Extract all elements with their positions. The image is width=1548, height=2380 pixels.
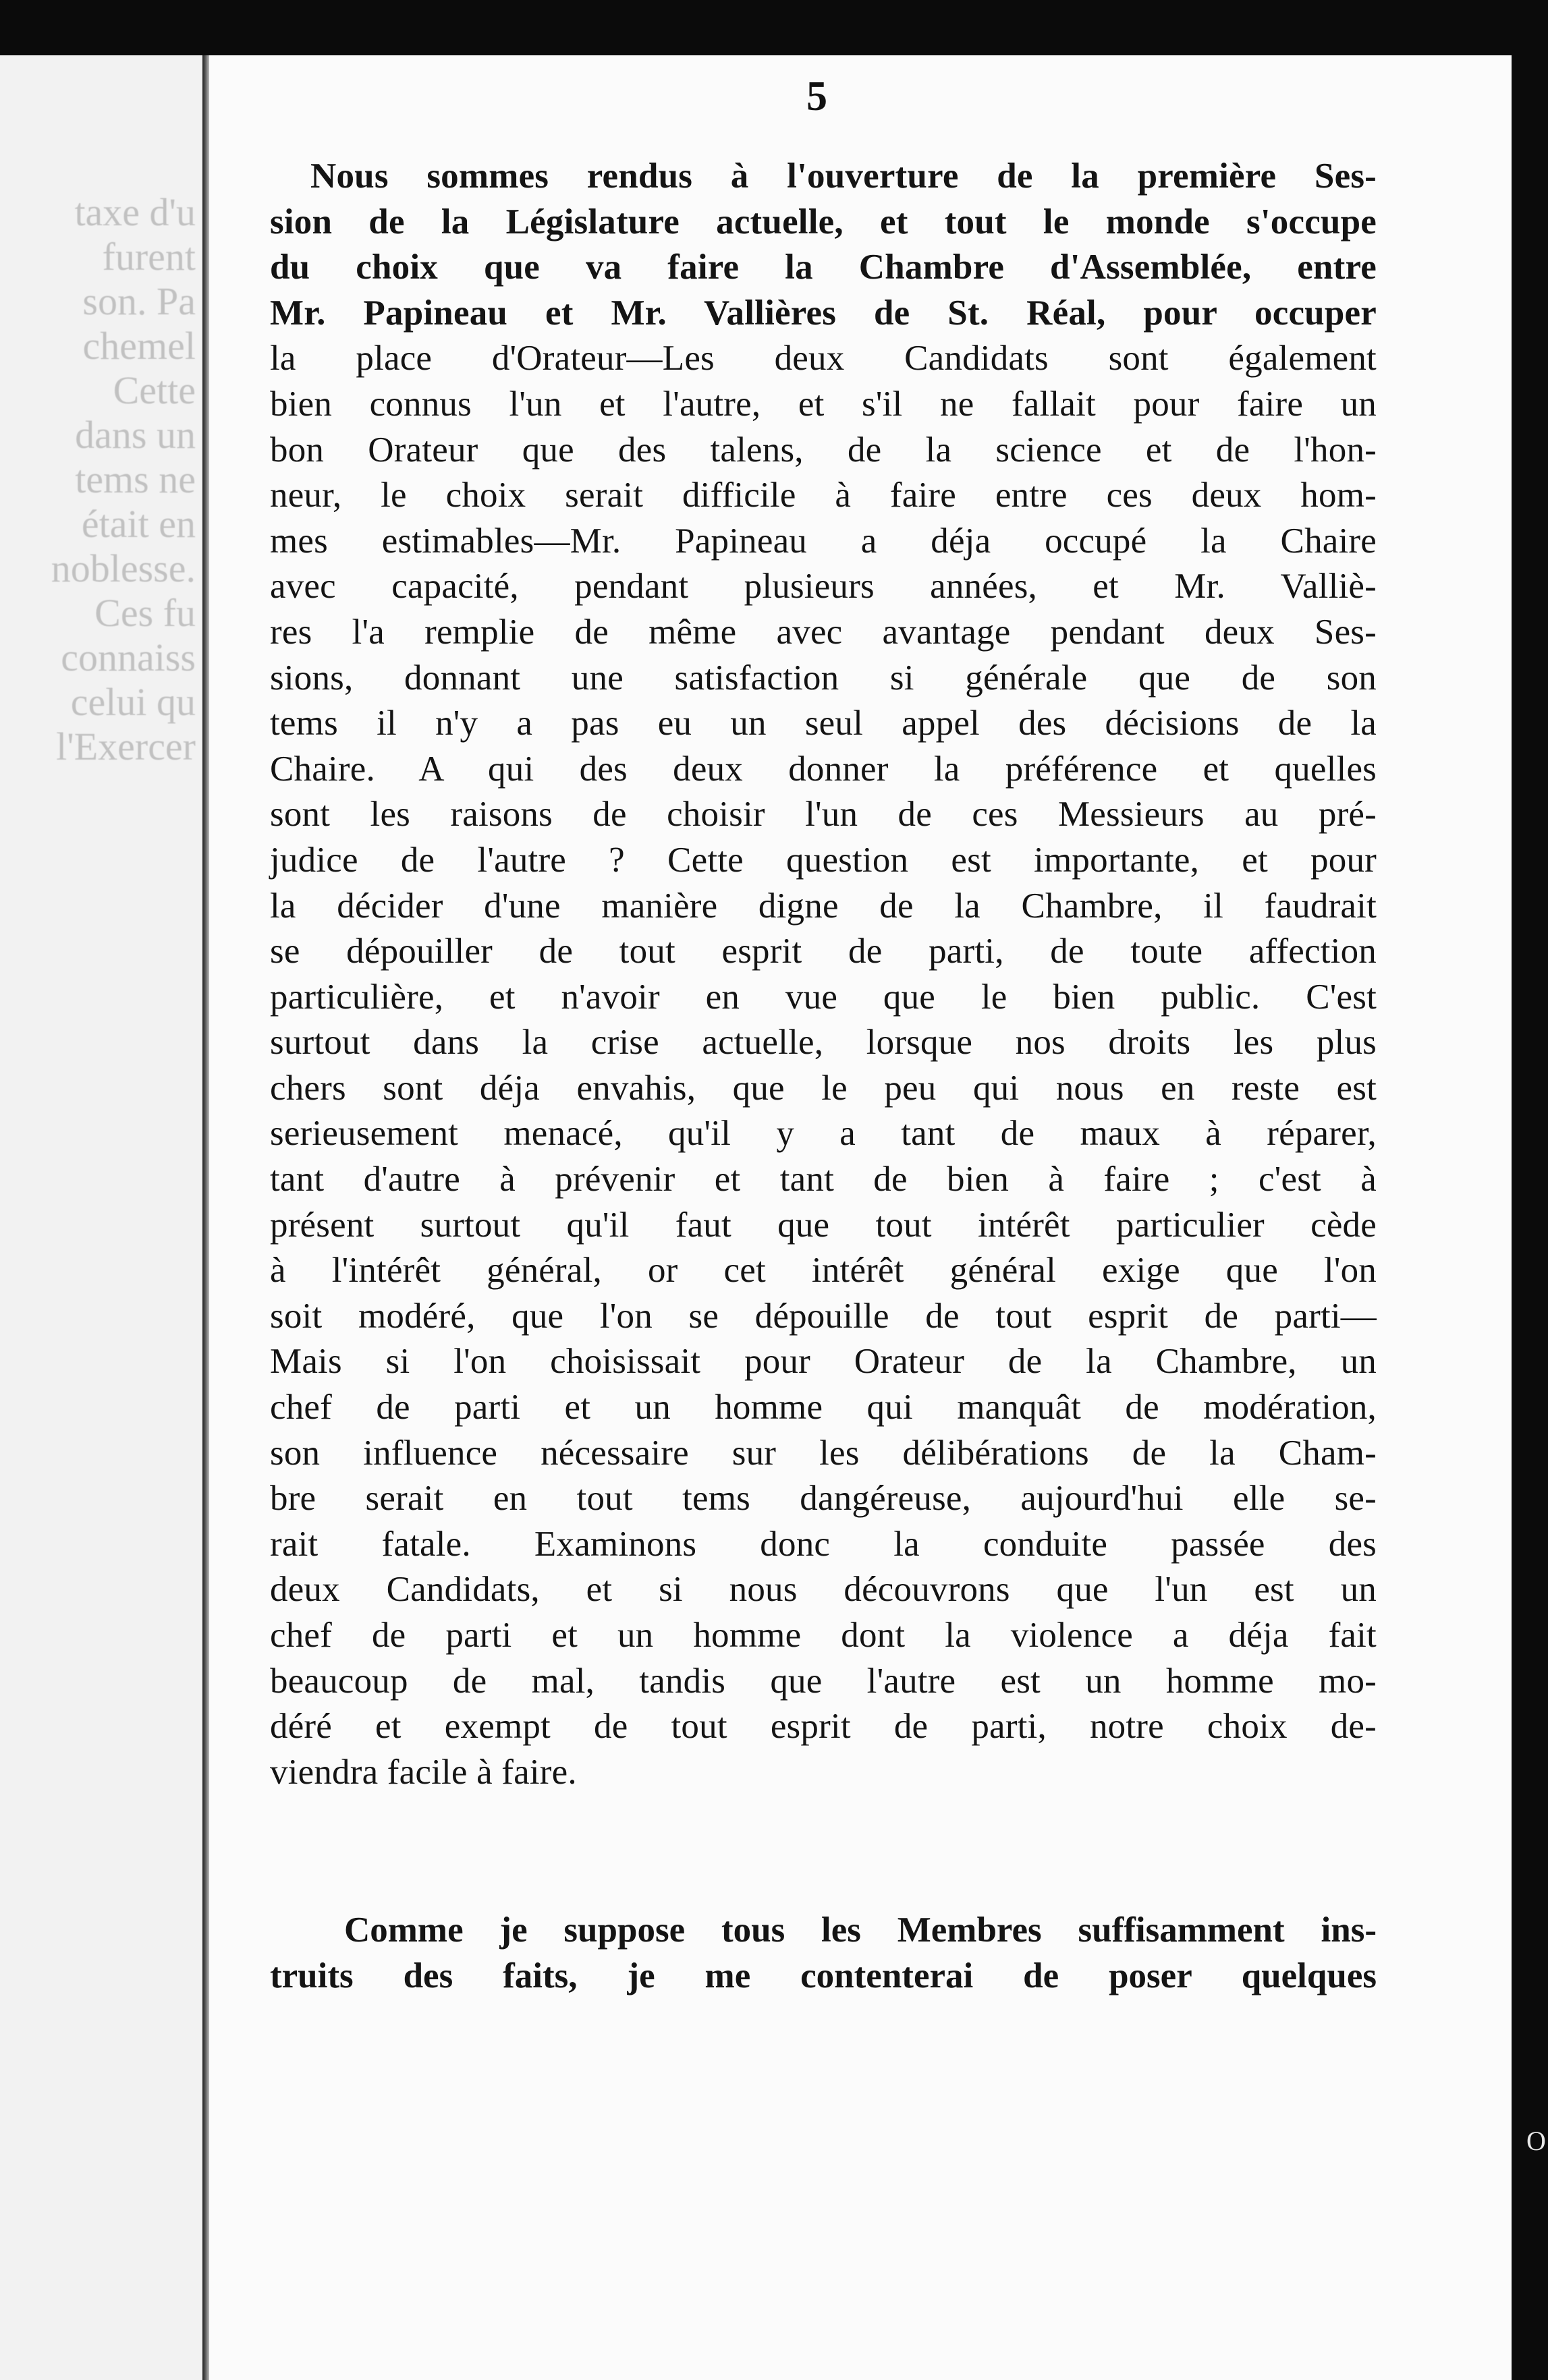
text-line: la décider d'une manière digne de la Chambre, il faudrait [270, 886, 1377, 926]
text-line: sion de la Législature actuelle, et tout le monde s'occupe [270, 202, 1377, 242]
text-line: mes estimables—Mr. Papineau a déja occupé la Chaire [270, 521, 1377, 561]
text-line: rait fatale. Examinons donc la conduite passée des [270, 1524, 1377, 1564]
text-line: du choix que va faire la Chambre d'Assemblée, entre [270, 248, 1377, 287]
facing-page-fragment: chemel [82, 324, 196, 368]
facing-page-fragment: était en [81, 502, 196, 546]
text-line: tems il n'y a pas eu un seul appel des décisions de la [270, 704, 1377, 743]
facing-page-fragment: Ces fu [94, 591, 196, 635]
text-line: truits des faits, je me contenterai de poser quelques [270, 1956, 1377, 1995]
text-line: la place d'Orateur—Les deux Candidats sont également [270, 339, 1377, 378]
text-line: bien connus l'un et l'autre, et s'il ne fallait pour faire un [270, 384, 1377, 424]
text-line: chers sont déja envahis, que le peu qui nous en reste est [270, 1068, 1377, 1108]
text-line: soit modéré, que l'on se dépouille de tout esprit de parti— [270, 1296, 1377, 1336]
text-line: neur, le choix serait difficile à faire entre ces deux hom- [270, 476, 1377, 515]
text-line: judice de l'autre ? Cette question est importante, et pour [270, 840, 1377, 880]
facing-page-fragment: Cette [113, 368, 196, 412]
text-line: sions, donnant une satisfaction si générale que de son [270, 658, 1377, 698]
facing-page-fragment: son. Pa [82, 279, 196, 323]
text-line: sont les raisons de choisir l'un de ces Messieurs au pré- [270, 795, 1377, 834]
text-line: Chaire. A qui des deux donner la préférence et quelles [270, 749, 1377, 789]
text-line: son influence nécessaire sur les délibérations de la Cham- [270, 1433, 1377, 1473]
paragraph-1 [270, 154, 1377, 1795]
text-line: chef de parti et un homme qui manquât de modération, [270, 1388, 1377, 1427]
text-line: bre serait en tout tems dangéreuse, aujourd'hui elle se- [270, 1479, 1377, 1519]
page-number: 5 [806, 74, 827, 119]
facing-page-fragment: connaiss [61, 635, 196, 679]
text-line: Mr. Papineau et Mr. Vallières de St. Réal, pour occuper [270, 293, 1377, 333]
page-gutter [202, 55, 209, 2380]
text-line: beaucoup de mal, tandis que l'autre est un homme mo- [270, 1661, 1377, 1701]
text-line: viendra facile à faire. [270, 1752, 577, 1792]
facing-page-fragment: l'Exercer [56, 725, 196, 768]
paragraph-2 [270, 1908, 1377, 1999]
text-line: surtout dans la crise actuelle, lorsque nos droits les plus [270, 1023, 1377, 1062]
text-line: bon Orateur que des talens, de la science et de l'hon- [270, 430, 1377, 470]
facing-page-fragment: noblesse. [51, 546, 196, 590]
facing-page-fragment: taxe d'u [74, 190, 196, 234]
text-line: deux Candidats, et si nous découvrons que l'un est un [270, 1570, 1377, 1610]
facing-page-bleed-through [0, 190, 202, 769]
facing-page-fragment: tems ne [75, 457, 196, 501]
facing-page-fragment: furent [102, 235, 196, 279]
text-line: serieusement menacé, qu'il y a tant de maux à réparer, [270, 1114, 1377, 1154]
text-line: Mais si l'on choisissait pour Orateur de la Chambre, un [270, 1342, 1377, 1382]
text-line: présent surtout qu'il faut que tout intérêt particulier cède [270, 1205, 1377, 1245]
text-line: res l'a remplie de même avec avantage pendant deux Ses- [270, 612, 1377, 652]
text-line: à l'intérêt général, or cet intérêt général exige que l'on [270, 1251, 1377, 1291]
text-line: déré et exempt de tout esprit de parti, notre choix de- [270, 1707, 1377, 1747]
facing-page [0, 55, 202, 2380]
edge-mark: O [1526, 2126, 1546, 2156]
text-line: se dépouiller de tout esprit de parti, de toute affection [270, 932, 1377, 971]
text-line: avec capacité, pendant plusieurs années, et Mr. Valliè- [270, 567, 1377, 606]
facing-page-fragment: celui qu [70, 680, 196, 724]
text-line: Comme je suppose tous les Membres suffisamment ins- [344, 1910, 1377, 1950]
text-line: particulière, et n'avoir en vue que le bien public. C'est [270, 977, 1377, 1017]
text-line: chef de parti et un homme dont la violence a déja fait [270, 1616, 1377, 1655]
text-line: Nous sommes rendus à l'ouverture de la première Ses- [310, 157, 1377, 196]
facing-page-fragment: dans un [75, 413, 196, 457]
text-line: tant d'autre à prévenir et tant de bien à faire ; c'est à [270, 1160, 1377, 1199]
